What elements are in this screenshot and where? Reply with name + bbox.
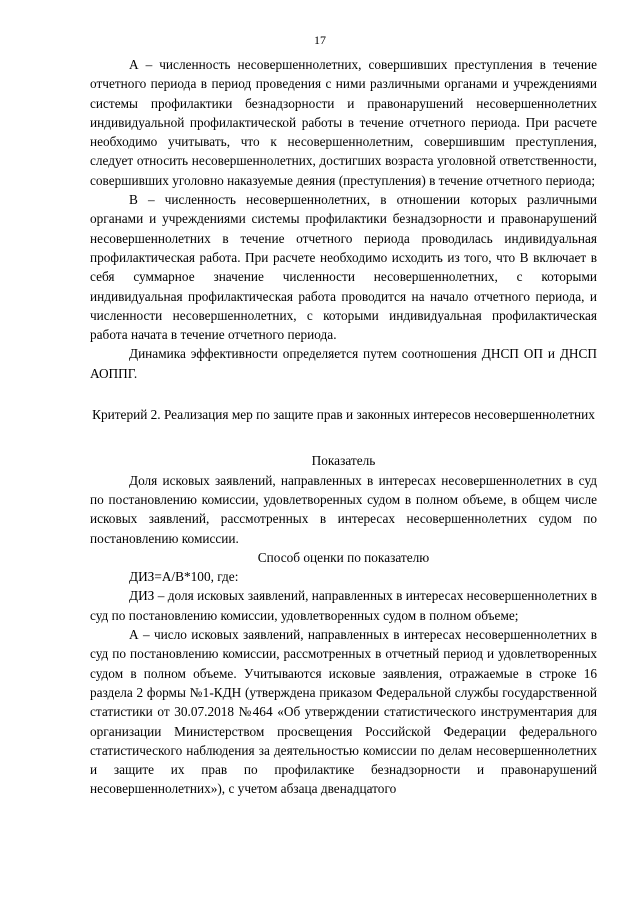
definition-diz: ДИЗ – доля исковых заявлений, направленных в интересах несовершеннолетних в суд по постановлению комиссии, удовлетворенных судом в полном объеме; [90, 588, 597, 623]
page-number: 17 [314, 33, 326, 47]
indicator-heading: Показатель [311, 453, 376, 469]
formula: ДИЗ=А/В*100, где: [129, 569, 239, 585]
definition-a: А – число исковых заявлений, направленных в интересах несовершеннолетних в суд по постановлению комиссии, рассмотренных в отчетный период и удовлетворенных судом в полном объеме. Учитываются исковые заявления, отражаемые в строке 16 раздела 2 формы №1-КДН (утверждена приказом Федеральной службы государственной статистики от 30.07.2018 №464 «Об утверждении статистического инструментария для организации Министерством просвещения Российской Федерации федерального статистического наблюдения за деятельностью комиссии по делам несовершеннолетних и защите их прав по профилактике безнадзорности и правонарушений несовершеннолетних»), с учетом абзаца двенадцатого [90, 627, 597, 797]
method-heading: Способ оценки по показателю [257, 549, 430, 565]
indicator-text: Доля исковых заявлений, направленных в интересах несовершеннолетних в суд по постановлению комиссии, удовлетворенных судом в полном объеме, в общем числе исковых заявлений, рассмотренных в интересах несовершеннолетних судом по постановлению комиссии. [90, 472, 597, 546]
paragraph-b-definition: В – численность несовершеннолетних, в отношении которых различными органами и учреждениями системы профилактики безнадзорности и правонарушений несовершеннолетних в течение отчетного периода проводилась индивидуальная профилактическая работа. При расчете необходимо исходить из того, что В включает в себя суммарное значение численности несовершеннолетних, с которыми индивидуальная профилактическая работа проводится на начало отчетного периода, и численности несовершеннолетних, с которыми индивидуальная профилактическая работа начата в течение отчетного периода. [90, 192, 597, 343]
paragraph-a-definition: А – численность несовершеннолетних, совершивших преступления в течение отчетного периода в период проведения с ними различными органами и учреждениями системы профилактики безнадзорности и правонарушений несовершеннолетних индивидуальной профилактической работы в течение отчетного периода. При расчете необходимо учитывать, что к несовершеннолетним, совершившим преступления, следует относить несовершеннолетних, достигших возраста уголовной ответственности, совершивших уголовно наказуемые деяния (преступления) в течение отчетного периода; [90, 57, 597, 188]
spacer [90, 383, 597, 405]
spacer [90, 424, 597, 451]
criterion-heading: Критерий 2. Реализация мер по защите прав и законных интересов несовершеннолетних [92, 407, 595, 423]
page-body [90, 55, 597, 799]
paragraph-dynamics: Динамика эффективности определяется путем соотношения ДНСП ОП и ДНСП АОППГ. [90, 346, 597, 381]
